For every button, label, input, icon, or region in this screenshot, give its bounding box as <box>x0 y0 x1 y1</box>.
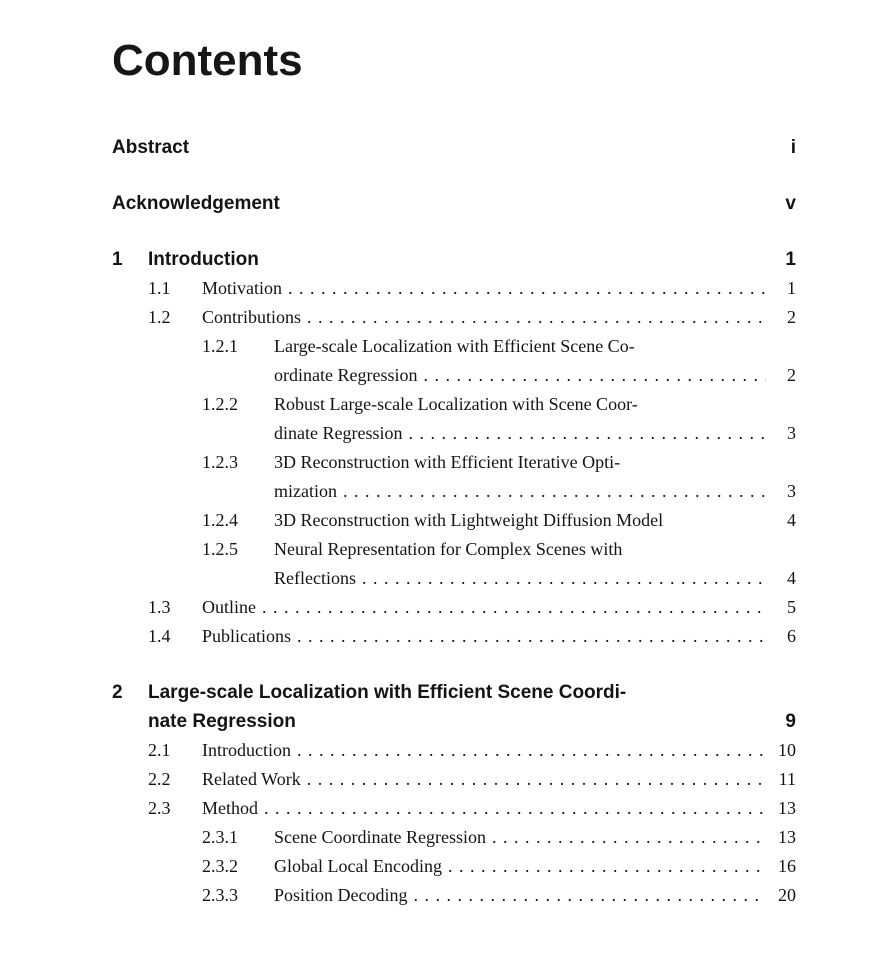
entry-number: 1.2 <box>148 306 171 327</box>
toc-entry[interactable] <box>112 564 796 593</box>
entry-number: 2.3.1 <box>202 826 238 847</box>
dot-leader <box>423 361 766 390</box>
toc-entry[interactable] <box>112 852 796 881</box>
entry-number: 1.4 <box>148 625 171 646</box>
toc-entry[interactable] <box>112 881 796 910</box>
entry-page: 4 <box>787 567 796 588</box>
entry-title: Position Decoding <box>274 884 408 905</box>
entry-number: 2 <box>112 681 123 703</box>
entry-number: 1.2.1 <box>202 335 238 356</box>
entry-number: 2.3.2 <box>202 855 238 876</box>
dot-leader <box>264 794 766 823</box>
toc-entry[interactable] <box>112 448 796 477</box>
toc-entry[interactable] <box>112 303 796 332</box>
dot-leader <box>343 477 766 506</box>
entry-page: 3 <box>787 422 796 443</box>
entry-number: 2.3 <box>148 797 171 818</box>
toc-entry[interactable] <box>112 390 796 419</box>
entry-title: Robust Large-scale Localization with Scene Coor- <box>274 393 638 414</box>
entry-title: Contributions <box>202 306 302 327</box>
entry-title: Reflections <box>274 567 356 588</box>
entry-page: 6 <box>787 625 796 646</box>
entry-page: 16 <box>778 855 796 876</box>
entry-title: dinate Regression <box>274 422 403 443</box>
toc-entry[interactable] <box>112 765 796 794</box>
entry-number: 1.2.5 <box>202 538 238 559</box>
entry-number: 1 <box>112 248 123 270</box>
entry-title: Outline <box>202 596 256 617</box>
entry-page: 13 <box>778 797 796 818</box>
toc-entry[interactable] <box>112 133 796 162</box>
dot-leader <box>307 303 766 332</box>
dot-leader <box>362 564 766 593</box>
dot-leader <box>262 593 766 622</box>
entry-title: Global Local Encoding <box>274 855 442 876</box>
entry-title: ordinate Regression <box>274 364 418 385</box>
entry-page: 10 <box>778 739 796 760</box>
chapter-section <box>112 678 796 910</box>
toc-entry[interactable] <box>112 823 796 852</box>
entry-number: 1.3 <box>148 596 171 617</box>
entry-title: nate Regression <box>148 710 296 732</box>
entry-title: Publications <box>202 625 291 646</box>
toc-entry[interactable] <box>112 419 796 448</box>
entry-number: 1.1 <box>148 277 171 298</box>
entry-title: Related Work <box>202 768 301 789</box>
toc-entry[interactable] <box>112 622 796 651</box>
entry-title: Neural Representation for Complex Scenes with <box>274 538 623 559</box>
toc-entry[interactable] <box>112 189 796 218</box>
entry-number: 1.2.4 <box>202 509 238 530</box>
dot-leader <box>288 274 766 303</box>
toc-entry[interactable] <box>112 506 796 535</box>
entry-page: 5 <box>787 596 796 617</box>
dot-leader <box>448 852 766 881</box>
dot-leader <box>307 765 766 794</box>
toc-entry[interactable] <box>112 332 796 361</box>
dot-leader <box>297 622 766 651</box>
entry-page: 2 <box>787 306 796 327</box>
entry-title: Abstract <box>112 136 190 158</box>
dot-leader <box>408 419 766 448</box>
entry-page: 2 <box>787 364 796 385</box>
toc-entry[interactable] <box>112 794 796 823</box>
entry-page: 4 <box>787 509 796 530</box>
entry-title: Acknowledgement <box>112 192 280 214</box>
entry-title: Method <box>202 797 258 818</box>
entry-page: 11 <box>778 768 796 789</box>
toc-entry[interactable] <box>112 736 796 765</box>
entry-title: mization <box>274 480 337 501</box>
entry-page: 3 <box>787 480 796 501</box>
entry-title: 3D Reconstruction with Efficient Iterative Opti- <box>274 451 621 472</box>
entry-number: 2.3.3 <box>202 884 238 905</box>
page-title: Contents <box>112 36 303 85</box>
entry-title: Large-scale Localization with Efficient Scene Coordi- <box>148 681 627 703</box>
entry-title: Scene Coordinate Regression <box>274 826 486 847</box>
toc-entry[interactable] <box>112 361 796 390</box>
entry-page: 9 <box>785 710 796 732</box>
entry-title: Introduction <box>148 248 259 270</box>
dot-leader <box>297 736 766 765</box>
toc-entry[interactable] <box>112 245 796 274</box>
entry-number: 1.2.2 <box>202 393 238 414</box>
entry-title: 3D Reconstruction with Lightweight Diffusion Model <box>274 509 664 530</box>
toc-entry[interactable] <box>112 678 796 707</box>
entry-number: 1.2.3 <box>202 451 238 472</box>
entry-number: 2.2 <box>148 768 171 789</box>
toc-entry[interactable] <box>112 593 796 622</box>
entry-number: 2.1 <box>148 739 171 760</box>
entry-page: i <box>790 136 796 158</box>
toc-entry[interactable] <box>112 535 796 564</box>
entry-page: 1 <box>785 248 796 270</box>
dot-leader <box>492 823 766 852</box>
entry-title: Motivation <box>202 277 282 298</box>
entry-title: Introduction <box>202 739 291 760</box>
toc-entry[interactable] <box>112 707 796 736</box>
toc-entry[interactable] <box>112 274 796 303</box>
dot-leader <box>414 881 767 910</box>
toc-entry[interactable] <box>112 477 796 506</box>
entry-page: 1 <box>787 277 796 298</box>
entry-title: Large-scale Localization with Efficient Scene Co- <box>274 335 635 356</box>
entry-page: 20 <box>778 884 796 905</box>
entry-page: 13 <box>778 826 796 847</box>
entry-page: v <box>785 192 796 214</box>
toc-list <box>112 133 796 910</box>
chapter-section <box>112 245 796 651</box>
